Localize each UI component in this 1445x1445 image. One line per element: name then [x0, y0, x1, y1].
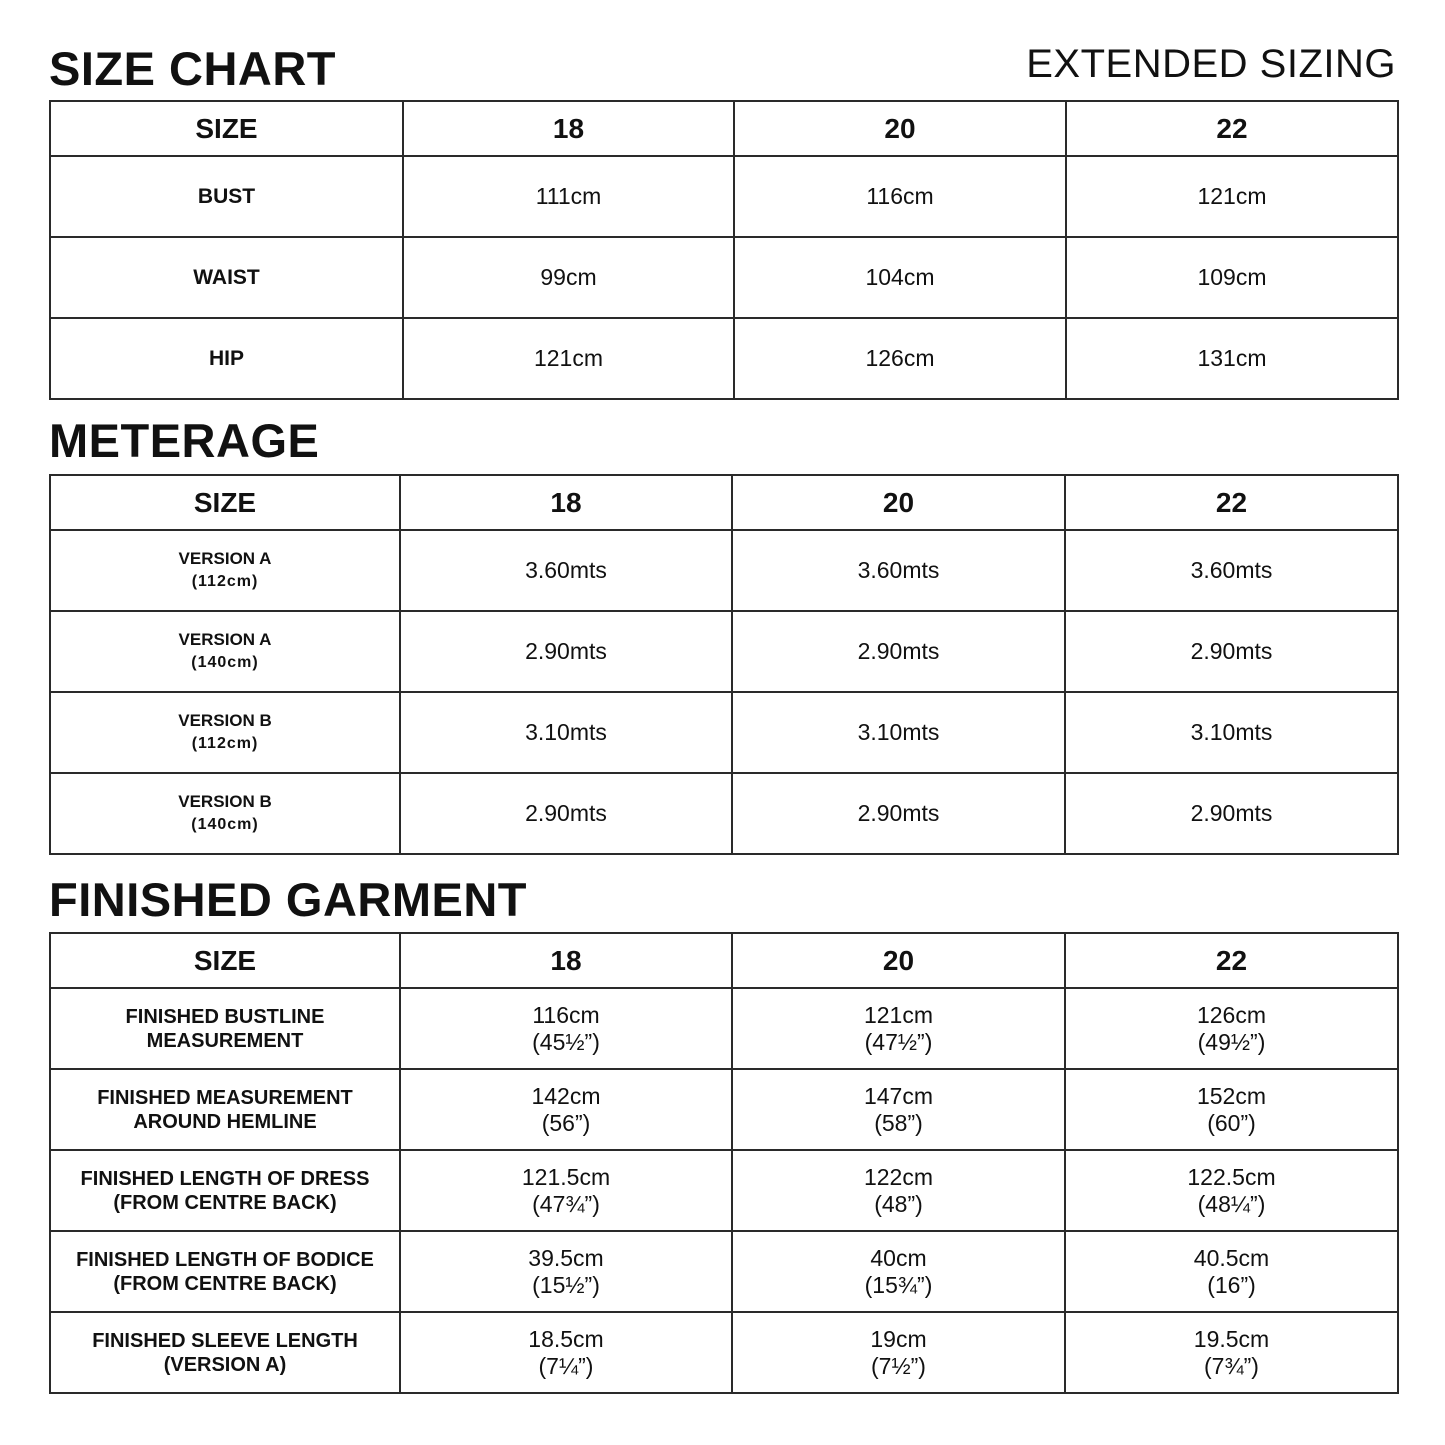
row-label [50, 530, 400, 611]
value-inches: (15½”) [532, 1271, 600, 1298]
row-label [50, 692, 400, 773]
value-inches: (56”) [541, 1109, 591, 1136]
row-label-line: (VERSION A) [163, 1353, 287, 1376]
table-row [50, 988, 1398, 1069]
value-cm: 39.5cm [528, 1245, 604, 1272]
row-label-line: FINISHED BUSTLINE [125, 1005, 325, 1028]
value-inches: (15¾”) [864, 1271, 933, 1298]
table-cell: 116cm [734, 156, 1066, 237]
column-header: 22 [1065, 933, 1398, 988]
table-cell: 109cm [1066, 237, 1398, 318]
table-row [50, 318, 1398, 399]
column-header: SIZE [50, 933, 400, 988]
value-cm: 19.5cm [1193, 1326, 1270, 1353]
meterage-title: METERAGE [49, 414, 320, 467]
value-cm: 121.5cm [521, 1164, 611, 1191]
table-cell: 3.10mts [1065, 692, 1398, 773]
table-cell [400, 1231, 732, 1312]
table-cell: 131cm [1066, 318, 1398, 399]
row-label [50, 1150, 400, 1231]
row-label [50, 1312, 400, 1393]
table-cell: 2.90mts [732, 773, 1065, 854]
value-cm: 121cm [863, 1002, 934, 1029]
row-label-main: VERSION B [178, 711, 272, 731]
table-row [50, 530, 1398, 611]
value-inches: (7¾”) [1204, 1352, 1259, 1379]
row-label [50, 611, 400, 692]
value-inches: (45½”) [532, 1028, 600, 1055]
table-row [50, 611, 1398, 692]
column-header: 18 [403, 101, 734, 156]
table-row [50, 692, 1398, 773]
table-cell: 121cm [403, 318, 734, 399]
table-cell [732, 1069, 1065, 1150]
table-cell: 3.60mts [400, 530, 732, 611]
table-header-row [50, 475, 1398, 530]
row-label-line: MEASUREMENT [146, 1029, 304, 1052]
column-header: 18 [400, 475, 732, 530]
table-cell: 104cm [734, 237, 1066, 318]
table-cell [732, 1150, 1065, 1231]
row-label-width: (112cm) [191, 573, 259, 591]
column-header: 20 [732, 933, 1065, 988]
size-chart-table [49, 100, 1399, 400]
value-cm: 40.5cm [1193, 1245, 1270, 1272]
row-label: HIP [50, 318, 403, 399]
table-cell [1065, 1312, 1398, 1393]
row-label-main: VERSION B [178, 792, 272, 812]
value-cm: 147cm [863, 1083, 934, 1110]
table-row [50, 773, 1398, 854]
row-label-main: VERSION A [178, 549, 272, 569]
table-cell [1065, 1231, 1398, 1312]
value-cm: 116cm [532, 1002, 600, 1029]
row-label-line: (FROM CENTRE BACK) [113, 1191, 337, 1214]
table-cell: 126cm [734, 318, 1066, 399]
row-label [50, 1231, 400, 1312]
value-cm: 126cm [1196, 1002, 1267, 1029]
table-cell: 2.90mts [1065, 611, 1398, 692]
row-label-main: VERSION A [178, 630, 272, 650]
table-cell [732, 1312, 1065, 1393]
value-inches: (47¾”) [532, 1190, 600, 1217]
value-inches: (48¼”) [1197, 1190, 1266, 1217]
row-label-line: FINISHED LENGTH OF BODICE [76, 1248, 374, 1271]
row-label-width: (140cm) [191, 816, 259, 834]
table-row [50, 1150, 1398, 1231]
column-header: 22 [1066, 101, 1398, 156]
column-header: SIZE [50, 475, 400, 530]
table-cell: 2.90mts [732, 611, 1065, 692]
value-cm: 152cm [1196, 1083, 1267, 1110]
value-cm: 19cm [870, 1326, 927, 1353]
value-inches: (7¼”) [538, 1352, 594, 1379]
size-chart-title: SIZE CHART [49, 42, 336, 95]
finished-garment-table [49, 932, 1399, 1394]
value-cm: 40cm [870, 1245, 927, 1272]
extended-sizing-label: EXTENDED SIZING [1026, 42, 1396, 86]
table-cell [732, 988, 1065, 1069]
row-label-line: FINISHED MEASUREMENT [97, 1086, 353, 1109]
table-cell [1065, 1150, 1398, 1231]
value-inches: (60”) [1207, 1109, 1256, 1136]
table-header-row [50, 933, 1398, 988]
value-inches: (16”) [1207, 1271, 1256, 1298]
table-cell: 3.10mts [732, 692, 1065, 773]
row-label-line: (FROM CENTRE BACK) [113, 1272, 337, 1295]
row-label: WAIST [50, 237, 403, 318]
row-label [50, 773, 400, 854]
value-inches: (49½”) [1197, 1028, 1266, 1055]
column-header: 22 [1065, 475, 1398, 530]
value-cm: 142cm [531, 1083, 601, 1110]
table-header-row [50, 101, 1398, 156]
table-cell [400, 1150, 732, 1231]
table-cell [732, 1231, 1065, 1312]
table-row [50, 156, 1398, 237]
column-header: SIZE [50, 101, 403, 156]
table-cell [400, 1312, 732, 1393]
value-inches: (7½”) [871, 1352, 926, 1379]
column-header: 20 [732, 475, 1065, 530]
table-cell [1065, 1069, 1398, 1150]
column-header: 18 [400, 933, 732, 988]
table-row [50, 237, 1398, 318]
table-cell: 111cm [403, 156, 734, 237]
table-cell [400, 988, 732, 1069]
row-label-width: (140cm) [191, 654, 259, 672]
value-cm: 122cm [863, 1164, 934, 1191]
column-header: 20 [734, 101, 1066, 156]
table-cell [400, 1069, 732, 1150]
row-label-width: (112cm) [191, 735, 259, 753]
table-cell: 3.60mts [732, 530, 1065, 611]
row-label-line: AROUND HEMLINE [133, 1110, 317, 1133]
row-label-line: FINISHED SLEEVE LENGTH [92, 1329, 358, 1352]
table-row [50, 1069, 1398, 1150]
table-cell: 2.90mts [1065, 773, 1398, 854]
table-row [50, 1231, 1398, 1312]
table-row [50, 1312, 1398, 1393]
finished-garment-title: FINISHED GARMENT [49, 873, 527, 926]
table-cell: 121cm [1066, 156, 1398, 237]
row-label [50, 1069, 400, 1150]
value-cm: 18.5cm [528, 1326, 604, 1353]
table-cell: 3.60mts [1065, 530, 1398, 611]
row-label-line: FINISHED LENGTH OF DRESS [80, 1167, 370, 1190]
table-cell: 2.90mts [400, 611, 732, 692]
value-inches: (48”) [874, 1190, 923, 1217]
value-cm: 122.5cm [1187, 1164, 1276, 1191]
row-label: BUST [50, 156, 403, 237]
row-label [50, 988, 400, 1069]
table-cell: 99cm [403, 237, 734, 318]
value-inches: (58”) [874, 1109, 923, 1136]
value-inches: (47½”) [864, 1028, 933, 1055]
table-cell [1065, 988, 1398, 1069]
meterage-table [49, 474, 1399, 855]
table-cell: 2.90mts [400, 773, 732, 854]
table-cell: 3.10mts [400, 692, 732, 773]
